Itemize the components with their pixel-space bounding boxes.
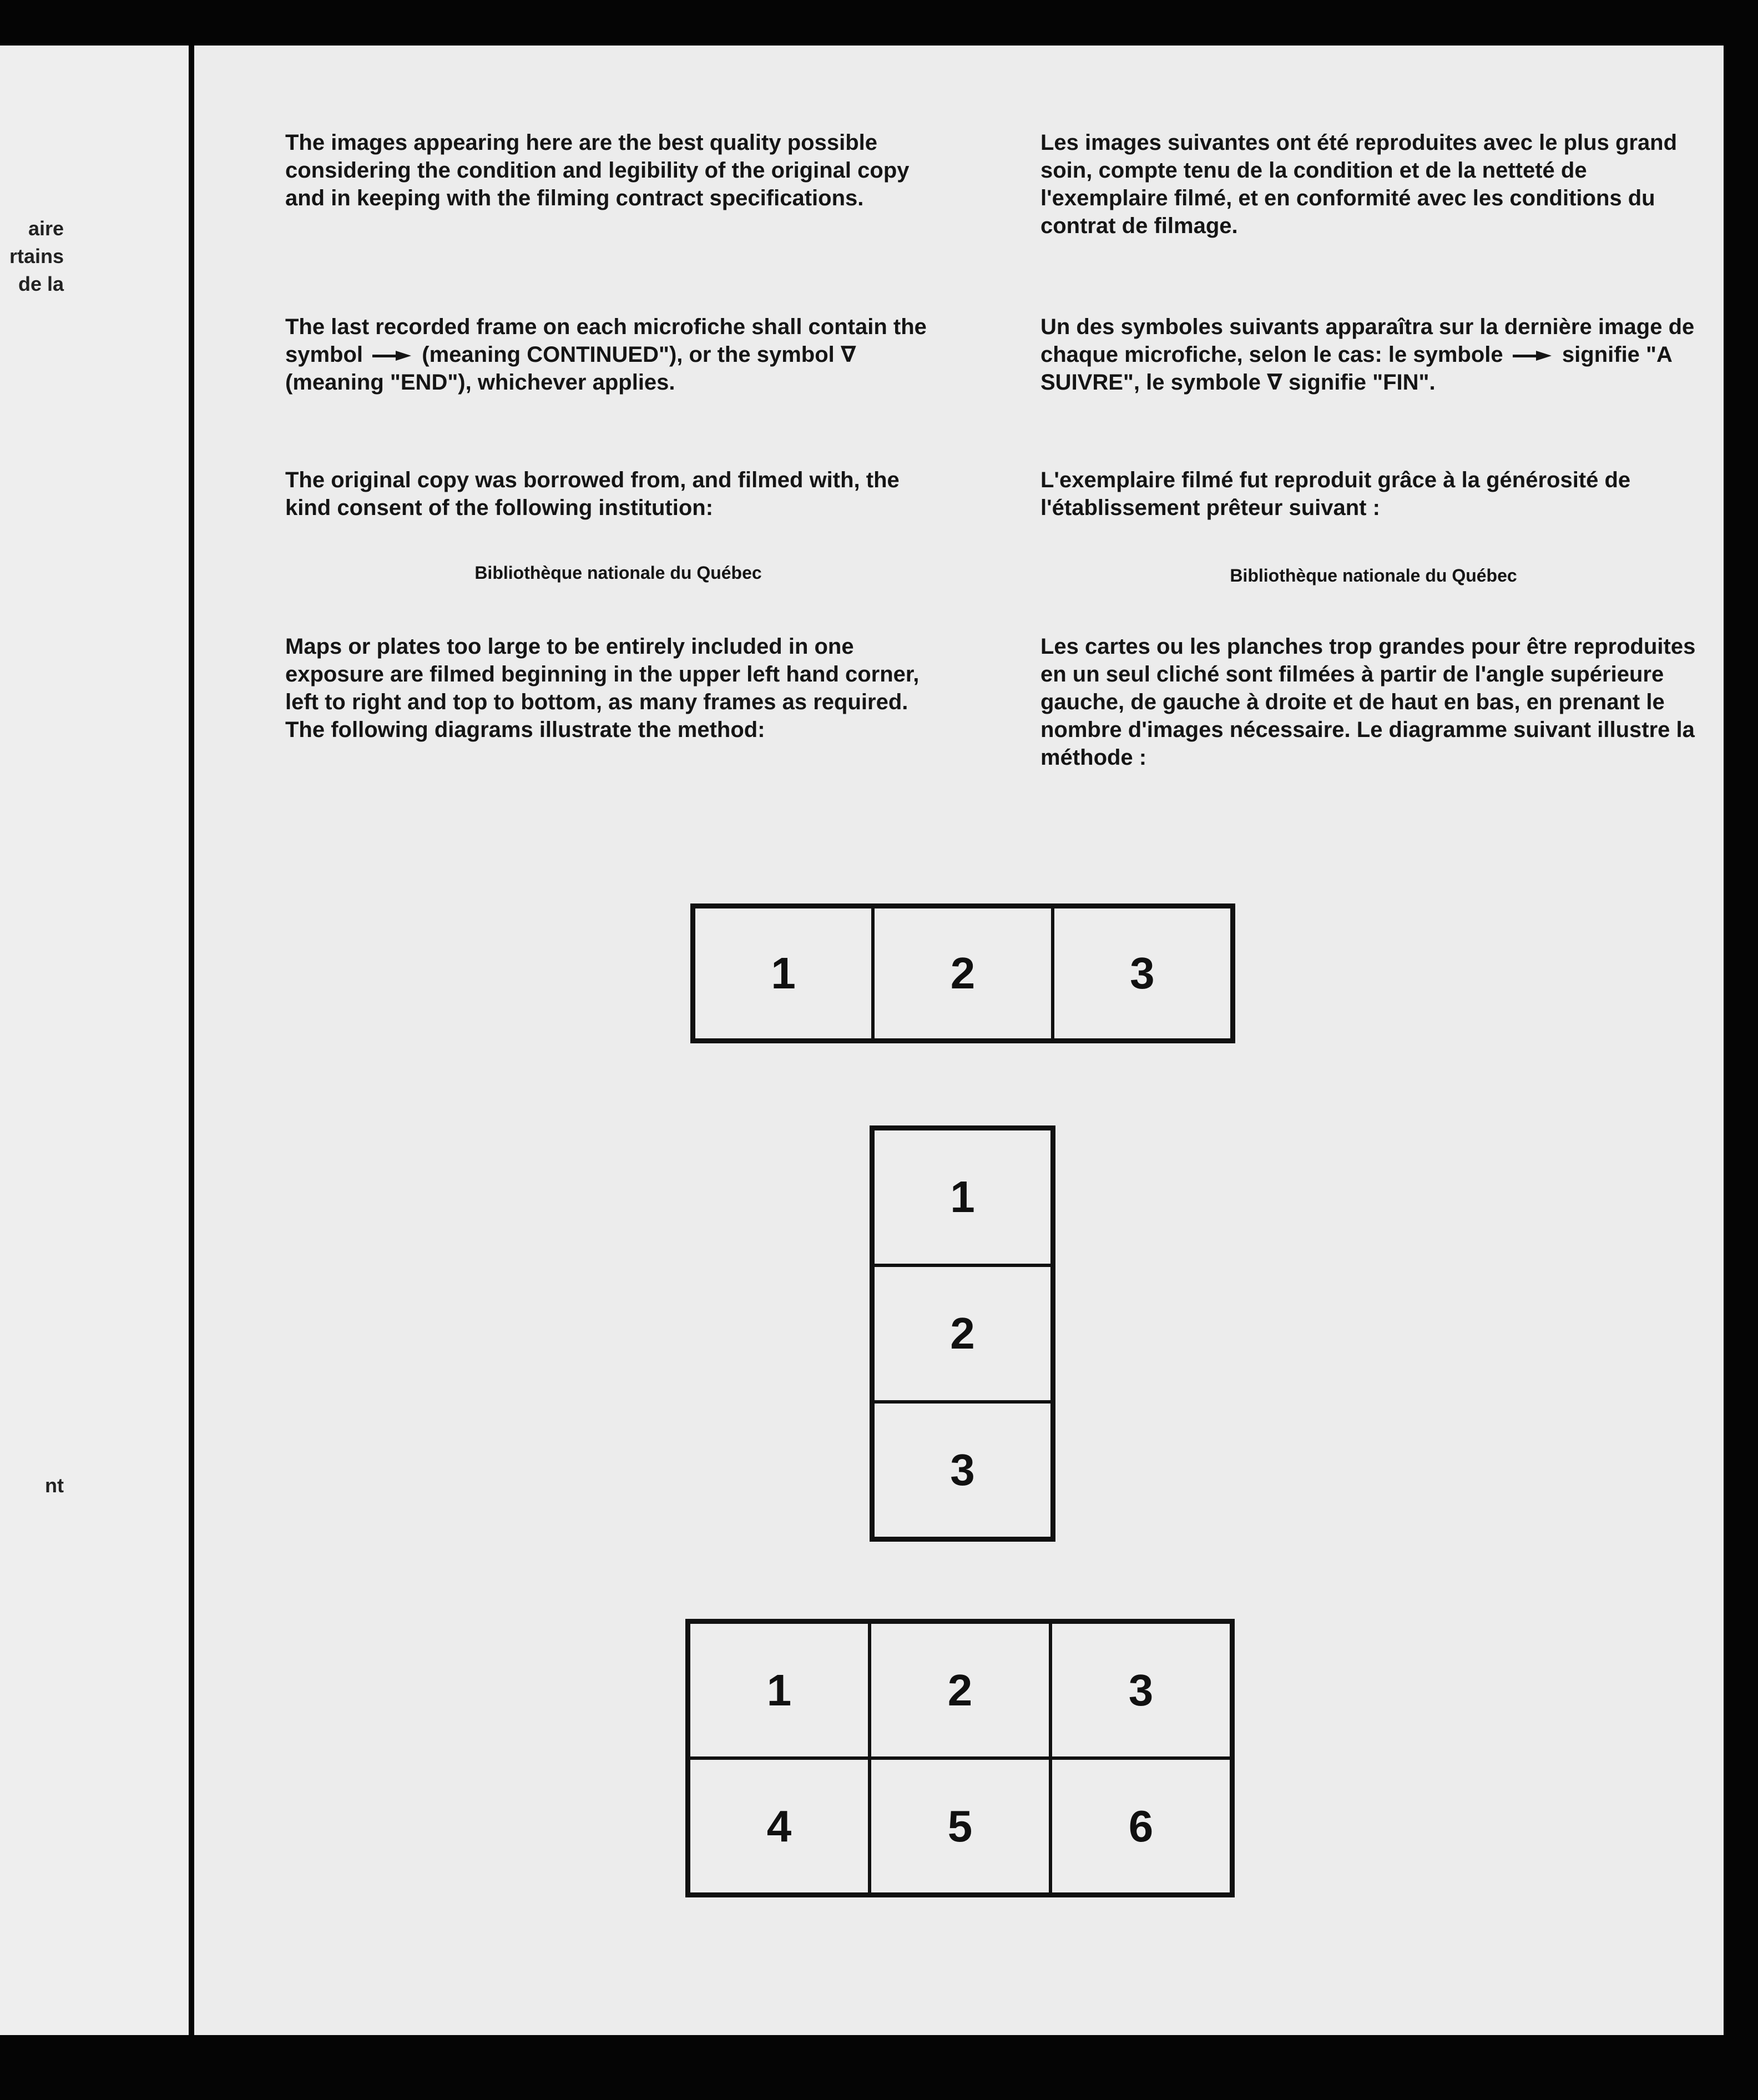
continued-arrow-icon [1513, 351, 1553, 361]
diagram-cell: 1 [694, 907, 873, 1040]
fragment-text: rtains [9, 245, 64, 267]
continued-arrow-icon [372, 351, 412, 361]
diagram-column [870, 1125, 1055, 1542]
english-paragraph-symbols [285, 313, 951, 396]
diagram-cell: 2 [873, 907, 1052, 1040]
diagram-cell: 6 [1050, 1758, 1231, 1894]
fragment-text: de la [18, 272, 64, 295]
main-page [194, 46, 1724, 2035]
diagram-cell: 3 [1050, 1622, 1231, 1758]
diagram-cell: 3 [873, 1402, 1052, 1538]
english-paragraph-quality: The images appearing here are the best quality possible considering the condition and legibility of the original copy and in keeping with the filming contract specifications. [285, 130, 910, 210]
english-symbols-text-a: The last recorded frame on each microfiche shall contain the symbol [285, 315, 927, 367]
diagram-cell: 4 [689, 1758, 870, 1894]
diagram-grid [685, 1619, 1235, 1897]
english-institution-name: Bibliothèque nationale du Québec [474, 563, 762, 583]
left-page-fragment [0, 46, 189, 2035]
fragment-text: aire [28, 217, 64, 240]
french-paragraph-quality: Les images suivantes ont été reproduites avec le plus grand soin, compte tenu de la condition et de la netteté de l'exemplaire filmé, et en conformité avec les conditions du contrat de filmage. [1040, 130, 1678, 238]
english-paragraph-institution: The original copy was borrowed from, and filmed with, the kind consent of the following institution: [285, 468, 900, 520]
french-institution-name: Bibliothèque nationale du Québec [1230, 566, 1517, 585]
diagram-cell: 1 [689, 1622, 870, 1758]
french-symbols-text-b: signifie "A SUIVRE", le symbole ∇ signifie "FIN". [1040, 342, 1672, 395]
english-symbols-text-b: (meaning CONTINUED"), or the symbol ∇ (meaning "END"), whichever applies. [285, 342, 856, 395]
french-paragraph-maps: Les cartes ou les planches trop grandes pour être reproduites en un seul cliché sont filmées à partir de l'angle supérieure gauche, de gauche à droite et de haut en bas, en prenant le nombre d'images nécessaire. Le diagramme suivant illustre la méthode : [1040, 634, 1696, 770]
diagram-cell: 1 [873, 1129, 1052, 1265]
french-paragraph-symbols [1040, 313, 1706, 396]
diagram-cell: 2 [870, 1622, 1050, 1758]
french-symbols-text-a: Un des symboles suivants apparaîtra sur la dernière image de chaque microfiche, selon le cas: le symbole [1040, 315, 1695, 367]
french-paragraph-institution: L'exemplaire filmé fut reproduit grâce à la générosité de l'établissement prêteur suivant : [1040, 468, 1631, 520]
english-paragraph-maps: Maps or plates too large to be entirely included in one exposure are filmed beginning in the upper left hand corner, left to right and top to bottom, as many frames as required. The following diagrams illustrate the method: [285, 634, 920, 742]
fragment-text: nt [45, 1474, 64, 1497]
diagram-cell: 2 [873, 1265, 1052, 1402]
diagram-cell: 3 [1053, 907, 1232, 1040]
diagram-cell: 5 [870, 1758, 1050, 1894]
diagram-row [690, 903, 1235, 1043]
